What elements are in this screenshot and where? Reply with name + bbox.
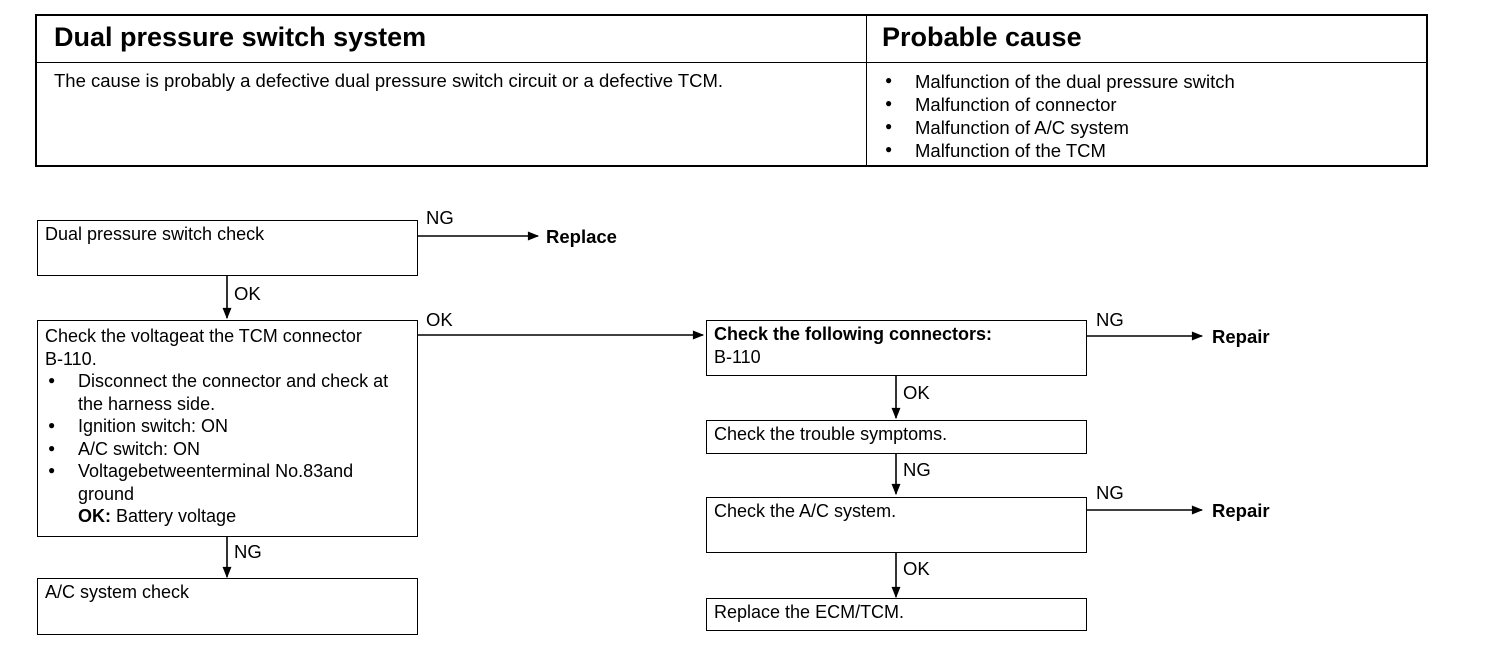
ok-criterion-key: OK:	[78, 506, 111, 526]
ng-label: NG	[1096, 482, 1124, 503]
condition-item: ● Ignition switch: ON	[45, 415, 410, 438]
replace-label: Replace	[546, 226, 617, 247]
box-check-voltage	[37, 320, 418, 537]
ng-label: NG	[234, 541, 262, 562]
repair-label: Repair	[1212, 326, 1270, 347]
ok-label: OK	[903, 558, 930, 579]
voltage-line1: Check the voltageat the TCM connector	[45, 326, 362, 346]
box-label: Replace the ECM/TCM.	[714, 602, 905, 622]
box-label: Dual pressure switch check	[45, 224, 265, 244]
table-description: The cause is probably a defective dual pressure switch circuit or a defective TCM.	[54, 70, 724, 91]
box-ac-system-check	[37, 578, 418, 635]
condition-item: ● A/C switch: ON	[45, 438, 410, 461]
table-header-system: Dual pressure switch system	[54, 22, 427, 52]
cause-item: ● Malfunction of the TCM	[882, 139, 1235, 162]
box-dual-pressure-switch-check	[37, 220, 418, 276]
box-label: Check the A/C system.	[714, 501, 897, 521]
cause-item: ● Malfunction of connector	[882, 93, 1235, 116]
ok-label: OK	[426, 309, 453, 330]
ok-criterion	[45, 505, 410, 528]
connectors-text: Check the following connectors:	[714, 324, 993, 344]
connectors-line2: B-110	[714, 346, 761, 367]
ok-label: OK	[903, 382, 930, 403]
box-label: A/C system check	[45, 582, 190, 602]
box-check-ac-system	[706, 497, 1087, 553]
ng-label: NG	[903, 459, 931, 480]
box-replace-ecm-tcm	[706, 598, 1087, 631]
cause-item: ● Malfunction of A/C system	[882, 116, 1235, 139]
ok-label: OK	[234, 283, 261, 304]
table-header-cause: Probable cause	[882, 22, 1082, 52]
cause-item: ● Malfunction of the dual pressure switch	[882, 70, 1235, 93]
ng-label: NG	[1096, 309, 1124, 330]
condition-item: ● Disconnect the connector and check at the harness side.	[45, 370, 410, 415]
ok-criterion-value: Battery voltage	[116, 506, 237, 526]
condition-item: ● Voltagebetweenterminal No.83and ground	[45, 460, 410, 505]
connectors-line1	[714, 323, 1079, 346]
box-check-connectors	[706, 320, 1087, 376]
ng-label: NG	[426, 207, 454, 228]
box-label: Check the trouble symptoms.	[714, 424, 948, 444]
repair-label: Repair	[1212, 500, 1270, 521]
voltage-conditions	[45, 370, 410, 505]
box-check-trouble-symptoms	[706, 420, 1087, 454]
voltage-line2: B-110.	[45, 348, 97, 369]
